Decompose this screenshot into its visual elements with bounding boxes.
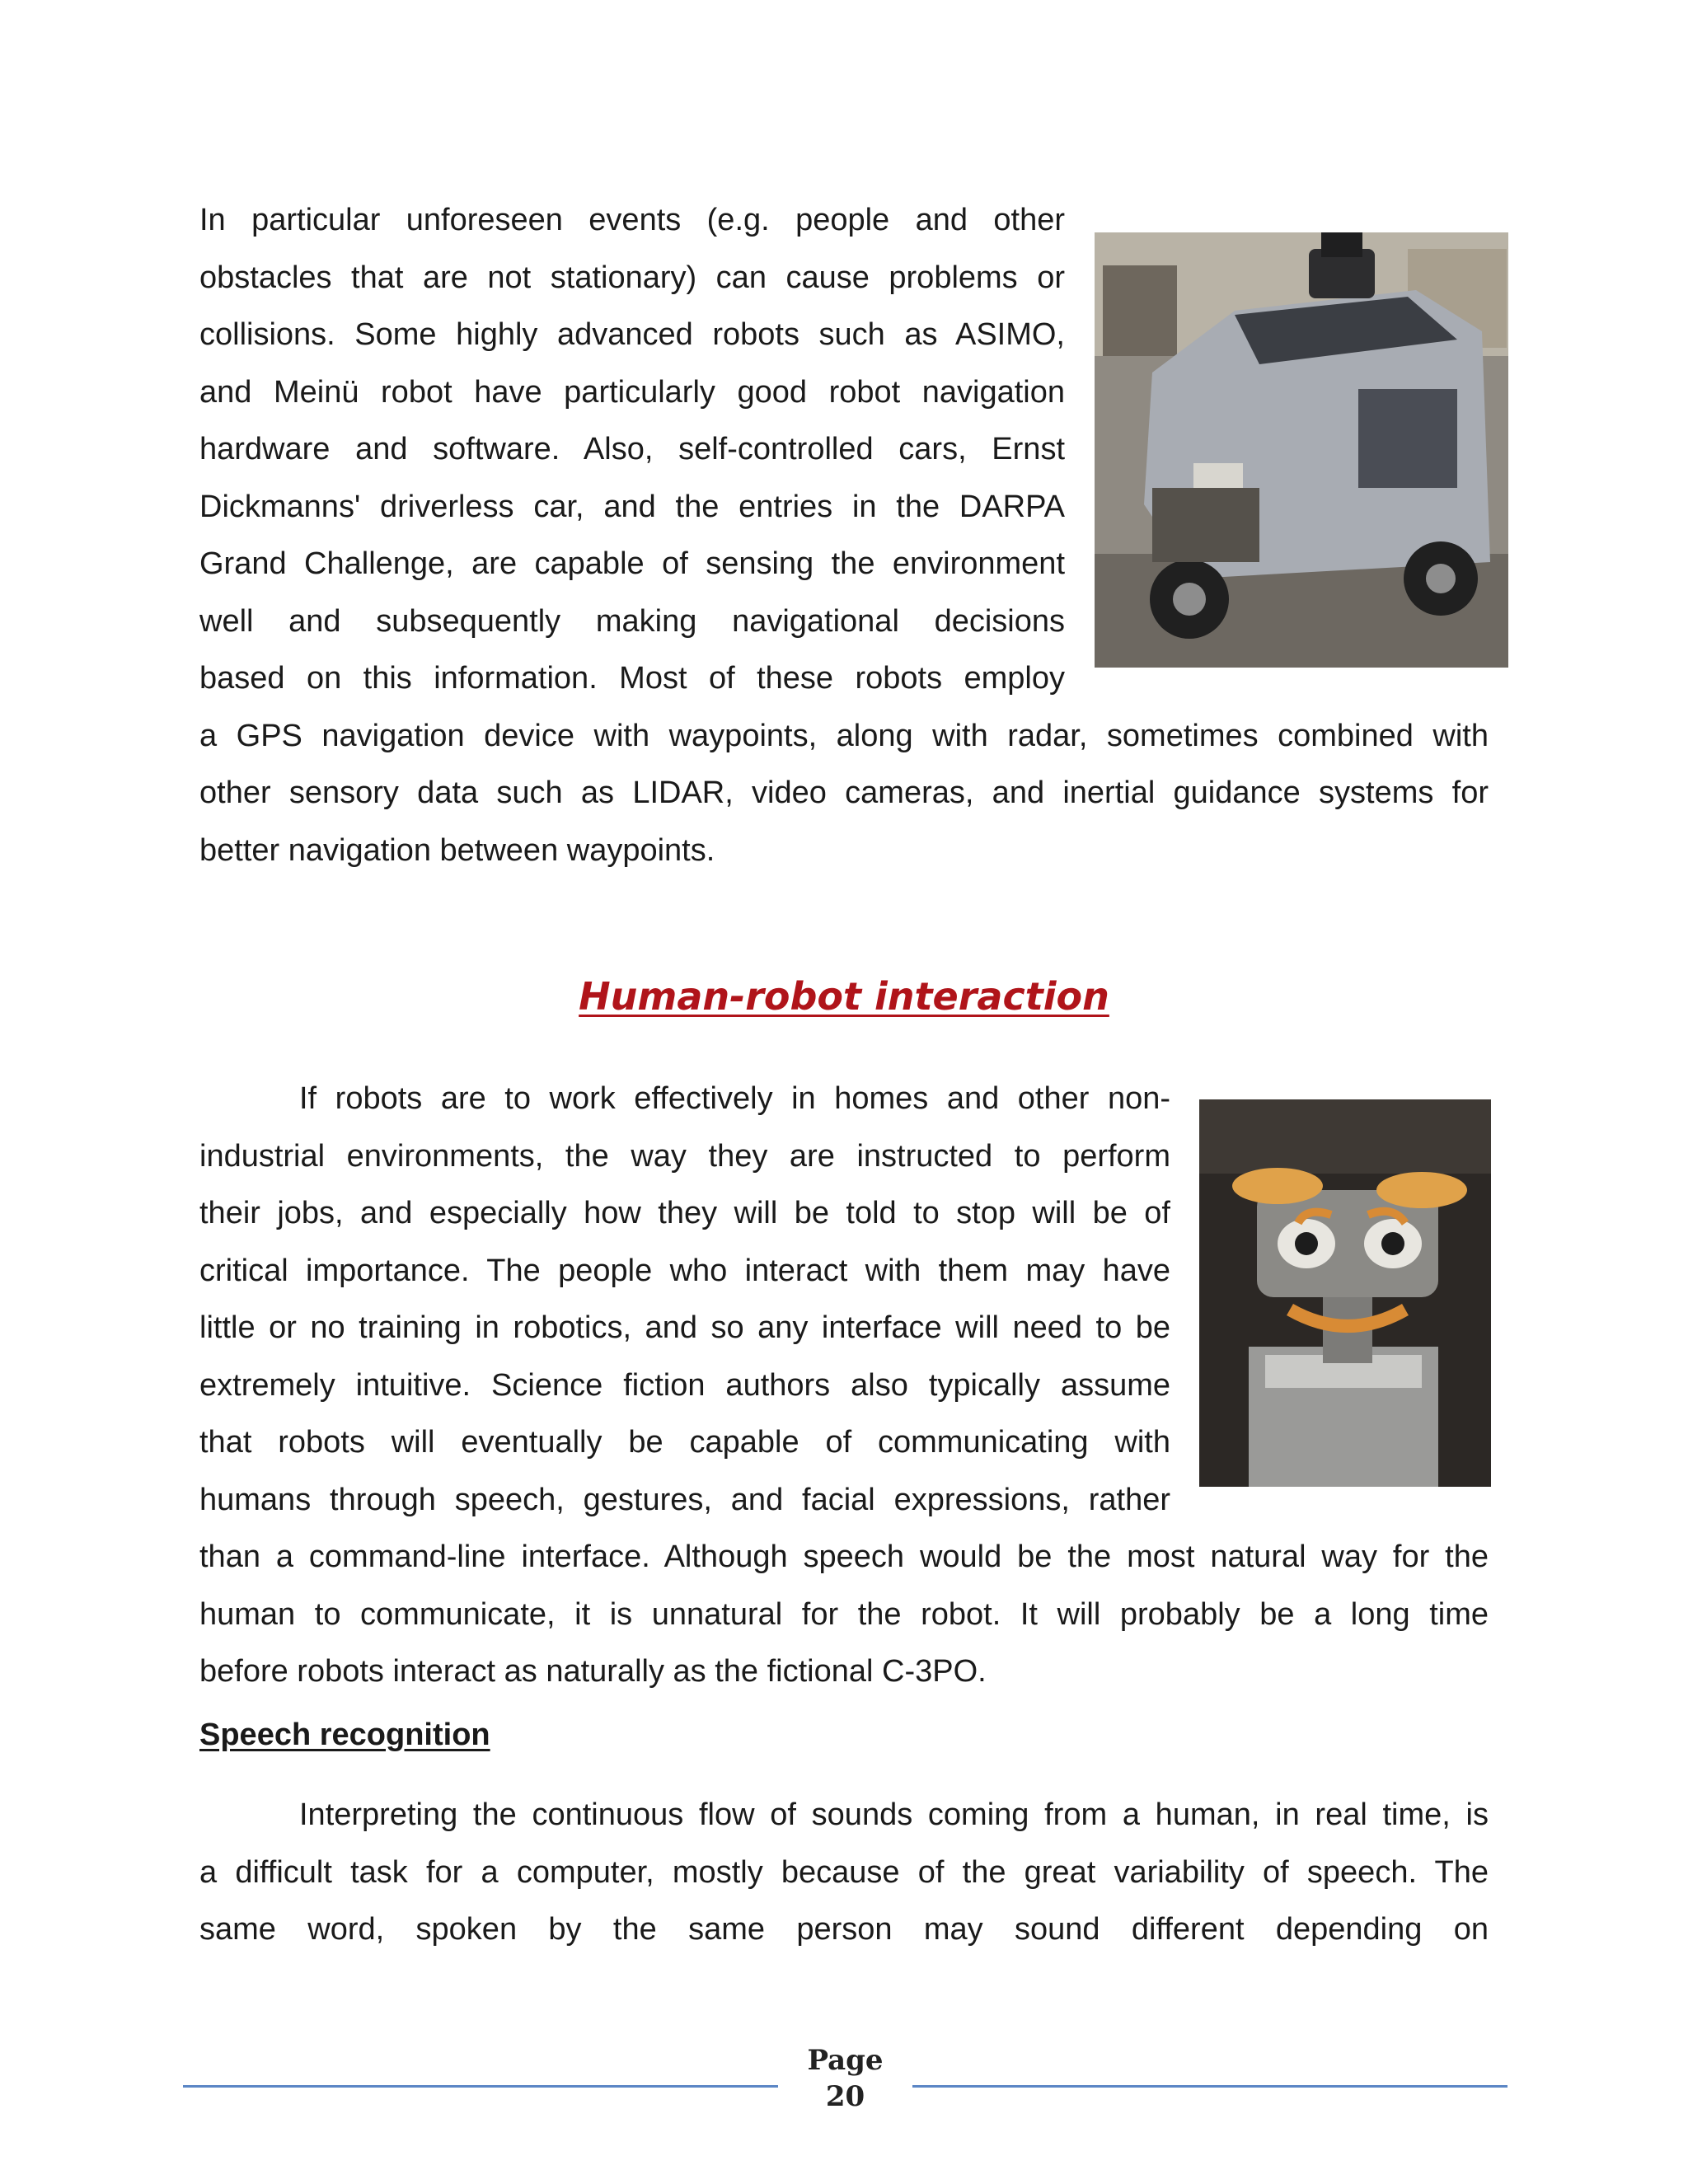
text-line: same word, spoken by the same person may sound different depending on <box>199 1912 1489 1947</box>
text-line: based on this information. Most of these robots employ <box>199 661 1065 696</box>
text-line: industrial environments, the way they are instructed to perform <box>199 1138 1170 1174</box>
text-line: that robots will eventually be capable of communicating with <box>199 1425 1170 1460</box>
text-line: hardware and software. Also, self-controlled cars, Ernst <box>199 432 1065 466</box>
text-line: a difficult task for a computer, mostly because of the great variability of speech. The <box>199 1854 1489 1890</box>
subsection-heading: Speech recognition <box>199 1718 490 1752</box>
text-line: collisions. Some highly advanced robots such as ASIMO, <box>199 317 1065 352</box>
text-line: critical importance. The people who interact with them may have <box>199 1253 1170 1288</box>
text-line: and Meinü robot have particularly good robot navigation <box>199 374 1065 410</box>
text-line: human to communicate, it is unnatural for the robot. It will probably be a long time <box>199 1596 1489 1632</box>
text-line: extremely intuitive. Science fiction authors also typically assume <box>199 1367 1170 1403</box>
text-line: obstacles that are not stationary) can cause problems or <box>199 260 1065 295</box>
section-heading-text: Human-robot interaction <box>579 974 1109 1019</box>
text-line: their jobs, and especially how they will be told to stop will be of <box>199 1196 1170 1230</box>
text-line: little or no training in robotics, and so any interface will need to be <box>199 1310 1170 1345</box>
text-line: before robots interact as naturally as the fictional C-3PO. <box>199 1654 987 1689</box>
robot-head-photo <box>1199 1099 1491 1487</box>
page-label: Page <box>807 2044 884 2077</box>
footer-rule-left <box>183 2085 778 2088</box>
page-number-value: 20 <box>825 2080 865 2113</box>
footer-rule-right <box>912 2085 1507 2088</box>
page-number <box>778 2042 912 2115</box>
text-line: In particular unforeseen events (e.g. people and other <box>199 203 1065 237</box>
speech-paragraph <box>199 1787 1489 1959</box>
text-line: Grand Challenge, are capable of sensing the environment <box>199 546 1065 581</box>
text-line: humans through speech, gestures, and facial expressions, rather <box>199 1482 1170 1517</box>
text-line: better navigation between waypoints. <box>199 832 715 868</box>
text-line: a GPS navigation device with waypoints, along with radar, sometimes combined with <box>199 718 1489 753</box>
section-heading <box>0 974 1688 1019</box>
text-line: Dickmanns' driverless car, and the entries in the DARPA <box>199 489 1065 524</box>
text-line: other sensory data such as LIDAR, video cameras, and inertial guidance systems for <box>199 776 1489 810</box>
text-line: If robots are to work effectively in homes and other non- <box>299 1081 1170 1116</box>
autonomous-car-photo <box>1095 232 1508 668</box>
text-line: than a command-line interface. Although speech would be the most natural way for the <box>199 1540 1489 1574</box>
text-line: Interpreting the continuous flow of sounds coming from a human, in real time, is <box>299 1797 1489 1832</box>
text-line: well and subsequently making navigational decisions <box>199 603 1065 639</box>
